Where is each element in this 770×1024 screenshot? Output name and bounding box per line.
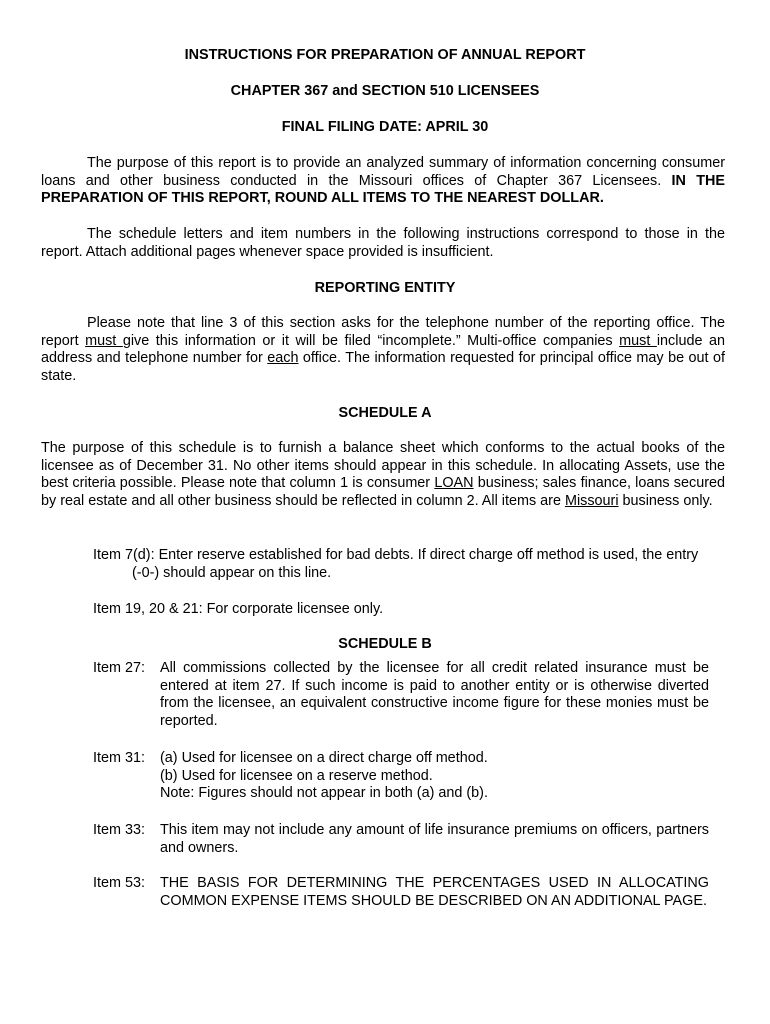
schedule-a-item-7d: Item 7(d): Enter reserve established for bad debts. If direct charge off method is used, the entry (-0-) should appear on this line. [93, 547, 699, 581]
item-label: Item 53: [93, 875, 145, 891]
filing-date: FINAL FILING DATE: APRIL 30 [281, 119, 489, 135]
re-text-3: include an address and telephone number for [41, 332, 726, 367]
sa-underline-loan: LOAN [434, 475, 474, 492]
schedule-b-item-27 [93, 660, 709, 731]
re-text-1: Please note that line 3 of this section asks for the telephone number of the reporting office. The report [41, 315, 725, 349]
item-label: Item 33: [93, 822, 145, 838]
schedule-a-paragraph [41, 440, 725, 511]
schedule-a-heading: SCHEDULE A [338, 405, 432, 421]
item-label: Item 27: [93, 660, 145, 676]
re-underline-must-2: must [619, 332, 657, 349]
re-underline-must-1: must [85, 332, 123, 349]
item-text: All commissions collected by the licensee for all credit related insurance must be entered at item 27. If such income is paid to another entity or is otherwise diverted from the licensee, an equivalent constructive income figure for these monies must be reported. [160, 660, 709, 730]
intro-paragraph-1 [41, 155, 725, 208]
sa-underline-missouri: Missouri [564, 493, 619, 510]
sa-text-2: business; sales finance, loans secured by real estate and all other business should be reflected in column 2. All items are [41, 475, 726, 510]
re-underline-each: each [267, 350, 299, 367]
schedule-b-item-31 [93, 750, 709, 803]
document-subtitle: CHAPTER 367 and SECTION 510 LICENSEES [230, 83, 540, 99]
sa-text-3: business only. [618, 493, 713, 510]
item-note: Note: Figures should not appear in both (a) and (b). [160, 785, 488, 802]
schedule-b-item-53 [93, 875, 709, 910]
reporting-entity-heading: REPORTING ENTITY [314, 280, 456, 296]
intro-bold-instruction: IN THE PREPARATION OF THIS REPORT, ROUND ALL ITEMS TO THE NEAREST DOLLAR. [41, 172, 725, 207]
intro-paragraph-2: The schedule letters and item numbers in the following instructions correspond to those in the report. Attach additional pages whenever space provided is insufficient. [41, 226, 725, 260]
reporting-entity-paragraph [41, 315, 725, 386]
item-text: This item may not include any amount of life insurance premiums on officers, partners and owners. [160, 822, 709, 856]
item-text-b: (b) Used for licensee on a reserve method. [160, 767, 433, 784]
schedule-b-heading: SCHEDULE B [338, 636, 432, 652]
schedule-b-item-33 [93, 822, 709, 857]
item-text-a: (a) Used for licensee on a direct charge off method. [160, 750, 488, 766]
sa-text-1: The purpose of this schedule is to furnish a balance sheet which conforms to the actual books of the licensee as of December 31. No other items should appear in this schedule. In allocating Assets, use the best criteria possible. Please note that column 1 is consumer [41, 440, 725, 492]
re-text-4: office. The information requested for principal office may be out of state. [41, 350, 725, 385]
intro-text: The purpose of this report is to provide an analyzed summary of information concerning consumer loans and other business conducted in the Missouri offices of Chapter 367 Licensees. [41, 155, 725, 189]
re-text-2: give this information or it will be filed “incomplete.” Multi-office companies [122, 332, 620, 349]
document-title: INSTRUCTIONS FOR PREPARATION OF ANNUAL REPORT [184, 47, 586, 63]
schedule-a-item-19-20-21: Item 19, 20 & 21: For corporate licensee only. [93, 601, 384, 617]
item-text: THE BASIS FOR DETERMINING THE PERCENTAGES USED IN ALLOCATING COMMON EXPENSE ITEMS SHOULD BE DESCRIBED ON AN ADDITIONAL PAGE. [160, 875, 709, 909]
item-label: Item 31: [93, 750, 145, 766]
